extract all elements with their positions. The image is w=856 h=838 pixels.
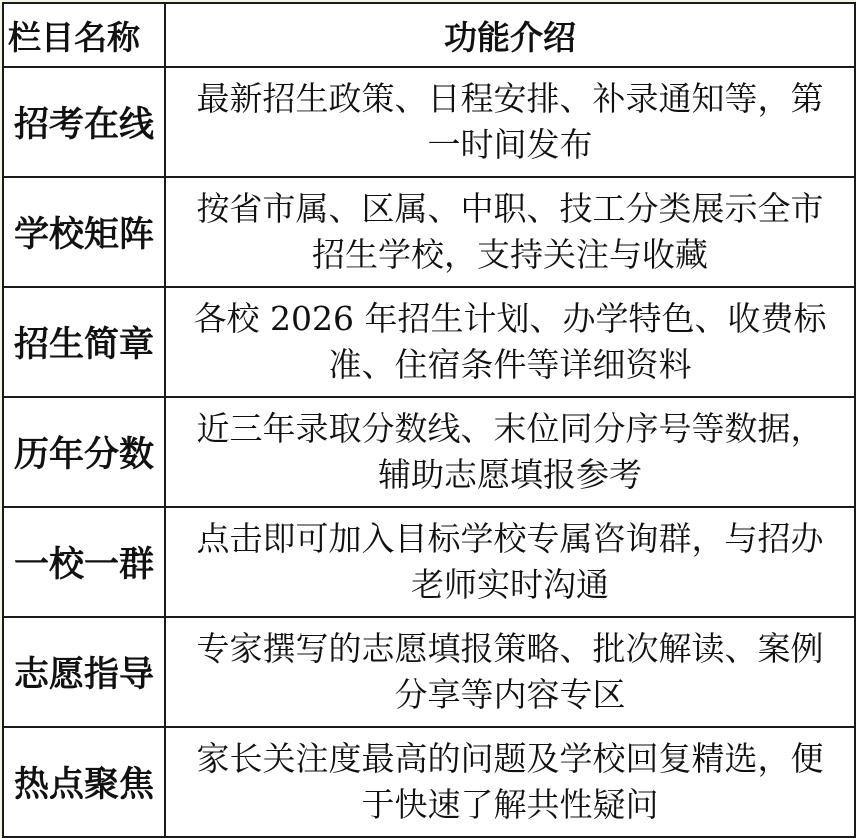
description-line: 最新招生政策、日程安排、补录通知等，第	[196, 79, 824, 118]
row-description	[165, 177, 855, 287]
description-line: 一时间发布	[427, 125, 593, 164]
row-name: 学校矩阵	[3, 177, 165, 287]
description-line: 老师实时沟通	[411, 565, 609, 604]
row-description	[165, 67, 855, 177]
table-header-row	[3, 3, 855, 67]
table-row	[3, 67, 855, 177]
row-name: 招考在线	[3, 67, 165, 177]
row-description	[165, 397, 855, 507]
row-name: 热点聚焦	[3, 727, 165, 837]
header-column-name: 栏目名称	[3, 3, 165, 67]
row-description	[165, 287, 855, 397]
description-line: 各校 2026 年招生计划、办学特色、收费标	[193, 299, 827, 338]
feature-table	[2, 2, 856, 838]
description-line: 分享等内容专区	[394, 675, 626, 714]
row-name: 志愿指导	[3, 617, 165, 727]
description-line: 专家撰写的志愿填报策略、批次解读、案例	[196, 629, 824, 668]
description-line: 近三年录取分数线、末位同分序号等数据，	[196, 409, 824, 448]
description-line: 辅助志愿填报参考	[378, 455, 642, 494]
row-description	[165, 507, 855, 617]
description-line: 家长关注度最高的问题及学校回复精选，便	[196, 739, 824, 778]
table-row	[3, 507, 855, 617]
table-row	[3, 397, 855, 507]
header-column-description: 功能介绍	[165, 3, 855, 67]
table-row	[3, 177, 855, 287]
table-row	[3, 727, 855, 837]
table-row	[3, 617, 855, 727]
description-line: 于快速了解共性疑问	[361, 785, 659, 824]
row-name: 历年分数	[3, 397, 165, 507]
table-row	[3, 287, 855, 397]
row-description	[165, 617, 855, 727]
description-line: 招生学校，支持关注与收藏	[312, 235, 708, 274]
description-line: 按省市属、区属、中职、技工分类展示全市	[196, 189, 824, 228]
description-line: 点击即可加入目标学校专属咨询群，与招办	[196, 519, 824, 558]
description-line: 准、住宿条件等详细资料	[328, 345, 692, 384]
row-name: 招生简章	[3, 287, 165, 397]
row-description	[165, 727, 855, 837]
row-name: 一校一群	[3, 507, 165, 617]
